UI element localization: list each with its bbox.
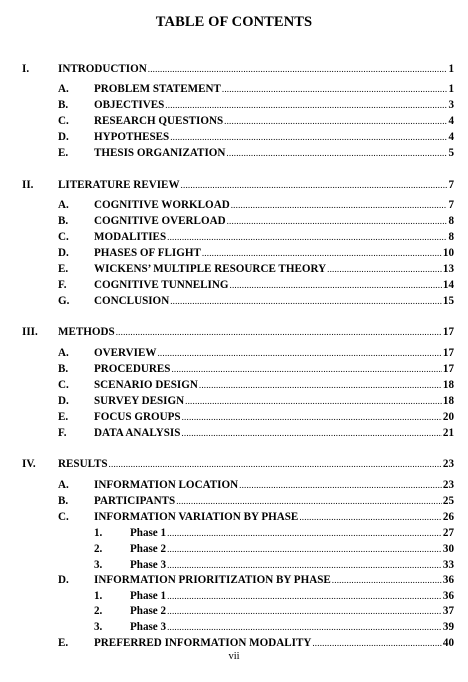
toc-entry	[94, 246, 454, 260]
toc-dot-leader	[167, 526, 442, 540]
toc-page-number: 4	[448, 115, 454, 127]
toc-section-row	[58, 494, 454, 508]
toc-subsection-row	[94, 604, 454, 618]
toc-section-row	[58, 573, 454, 587]
toc-entry-number: F.	[58, 279, 67, 291]
toc-subsection-row	[94, 542, 454, 556]
toc-entry-number: 2.	[94, 543, 103, 555]
toc-subsection-row	[94, 589, 454, 603]
toc-entry	[94, 114, 454, 128]
toc-entry	[94, 478, 454, 492]
page-number-footer: vii	[228, 651, 240, 662]
toc-entry-title: Phase 1	[130, 527, 167, 539]
toc-page-number: 8	[448, 231, 454, 243]
toc-page-number: 27	[442, 527, 454, 539]
page-title: TABLE OF CONTENTS	[155, 14, 313, 30]
toc-entry	[94, 426, 454, 440]
toc-entry-title: INTRODUCTION	[58, 63, 147, 75]
toc-page-number: 23	[442, 479, 454, 491]
toc-entry	[94, 214, 454, 228]
toc-entry-title: PARTICIPANTS	[94, 495, 176, 507]
toc-entry-title: PROBLEM STATEMENT	[94, 83, 221, 95]
toc-entry-number: D.	[58, 574, 69, 586]
toc-entry-title: Phase 2	[130, 543, 167, 555]
toc-page-number: 30	[442, 543, 454, 555]
toc-page-number: 1	[448, 83, 454, 95]
toc-page-number: 17	[442, 326, 454, 338]
toc-entry-title: INFORMATION PRIORITIZATION BY PHASE	[94, 574, 331, 586]
toc-subsection-row	[94, 558, 454, 572]
toc-dot-leader	[222, 82, 448, 96]
toc-dot-leader	[226, 146, 447, 160]
toc-dot-leader	[109, 457, 442, 471]
toc-page-number: 36	[442, 590, 454, 602]
toc-entry-number: B.	[58, 215, 69, 227]
toc-page-number: 23	[442, 458, 454, 470]
toc-section-row	[58, 278, 454, 292]
toc-entry-number: C.	[58, 231, 69, 243]
toc-entry-number: B.	[58, 495, 69, 507]
toc-entry-title: Phase 2	[130, 605, 167, 617]
toc-entry	[58, 178, 454, 192]
toc-entry-title: COGNITIVE TUNNELING	[94, 279, 229, 291]
toc-entry-number: D.	[58, 395, 69, 407]
toc-entry-number: 3.	[94, 621, 103, 633]
toc-entry	[130, 542, 454, 556]
toc-entry	[94, 636, 454, 650]
toc-entry-title: SURVEY DESIGN	[94, 395, 185, 407]
toc-section-row	[58, 98, 454, 112]
toc-page-number: 10	[442, 247, 454, 259]
toc-subsection-row	[94, 620, 454, 634]
toc-entry	[94, 494, 454, 508]
toc-page-number: 13	[442, 263, 454, 275]
toc-entry-title: OVERVIEW	[94, 347, 157, 359]
toc-chapter-row	[22, 62, 454, 76]
toc-entry-number: A.	[58, 347, 69, 359]
toc-entry	[130, 558, 454, 572]
toc-entry-number: F.	[58, 427, 67, 439]
toc-dot-leader	[185, 394, 442, 408]
toc-entry-title: INFORMATION VARIATION BY PHASE	[94, 511, 299, 523]
toc-entry	[58, 457, 454, 471]
toc-page-number: 26	[442, 511, 454, 523]
toc-section-row	[58, 346, 454, 360]
toc-entry-number: 1.	[94, 527, 103, 539]
toc-entry-title: COGNITIVE OVERLOAD	[94, 215, 226, 227]
toc-entry-number: 3.	[94, 559, 103, 571]
toc-page-number: 7	[448, 199, 454, 211]
toc-section-row	[58, 394, 454, 408]
toc-entry-title: FOCUS GROUPS	[94, 411, 181, 423]
toc-entry-title: INFORMATION LOCATION	[94, 479, 239, 491]
toc-page-number: 15	[442, 295, 454, 307]
toc-entry	[94, 98, 454, 112]
toc-dot-leader	[181, 178, 448, 192]
toc-page-number: 14	[442, 279, 454, 291]
toc-page-number: 18	[442, 379, 454, 391]
toc-section-row	[58, 246, 454, 260]
toc-entry	[94, 362, 454, 376]
toc-entry-number: IV.	[22, 458, 36, 470]
toc-dot-leader	[170, 130, 447, 144]
toc-entry-title: Phase 3	[130, 621, 167, 633]
toc-entry-number: D.	[58, 247, 69, 259]
toc-dot-leader	[239, 478, 442, 492]
toc-entry-number: II.	[22, 179, 34, 191]
toc-entry-title: METHODS	[58, 326, 115, 338]
toc-chapter-row	[22, 178, 454, 192]
toc-page-number: 5	[448, 147, 454, 159]
toc-section-row	[58, 410, 454, 424]
toc-section-row	[58, 114, 454, 128]
toc-page-number: 37	[442, 605, 454, 617]
toc-entry-number: C.	[58, 511, 69, 523]
toc-entry-title: PHASES OF FLIGHT	[94, 247, 201, 259]
toc-entry	[94, 230, 454, 244]
toc-dot-leader	[176, 494, 442, 508]
toc-dot-leader	[182, 410, 442, 424]
toc-dot-leader	[148, 62, 448, 76]
toc-entry-title: DATA ANALYSIS	[94, 427, 181, 439]
toc-dot-leader	[312, 636, 442, 650]
toc-entry	[94, 410, 454, 424]
toc-dot-leader	[181, 426, 441, 440]
toc-entry-number: G.	[58, 295, 70, 307]
toc-chapter-row	[22, 325, 454, 339]
toc-entry-title: RESEARCH QUESTIONS	[94, 115, 224, 127]
toc-entry	[130, 589, 454, 603]
toc-page-number: 36	[442, 574, 454, 586]
toc-entry-number: B.	[58, 363, 69, 375]
toc-entry	[94, 146, 454, 160]
toc-page-number: 17	[442, 363, 454, 375]
toc-page-number: 39	[442, 621, 454, 633]
toc-dot-leader	[327, 262, 442, 276]
toc-entry-title: LITERATURE REVIEW	[58, 179, 180, 191]
toc-entry	[94, 346, 454, 360]
toc-entry-title: RESULTS	[58, 458, 108, 470]
toc-entry-number: C.	[58, 379, 69, 391]
toc-section-row	[58, 636, 454, 650]
toc-entry-title: OBJECTIVES	[94, 99, 165, 111]
toc-entry	[94, 262, 454, 276]
toc-entry-number: D.	[58, 131, 69, 143]
toc-entry-number: E.	[58, 637, 69, 649]
toc-entry	[130, 526, 454, 540]
toc-page-number: 1	[448, 63, 454, 75]
toc-entry-title: COGNITIVE WORKLOAD	[94, 199, 230, 211]
toc-entry-number: 1.	[94, 590, 103, 602]
toc-dot-leader	[165, 98, 447, 112]
toc-page-number: 21	[442, 427, 454, 439]
toc-subsection-row	[94, 526, 454, 540]
toc-entry-number: 2.	[94, 605, 103, 617]
toc-dot-leader	[167, 230, 447, 244]
toc-entry-title: MODALITIES	[94, 231, 167, 243]
toc-entry	[94, 278, 454, 292]
toc-entry-number: B.	[58, 99, 69, 111]
toc-page-number: 4	[448, 131, 454, 143]
toc-entry-title: HYPOTHESES	[94, 131, 170, 143]
toc-entry-number: E.	[58, 263, 69, 275]
toc-dot-leader	[299, 510, 442, 524]
toc-entry	[130, 620, 454, 634]
toc-entry	[58, 62, 454, 76]
toc-section-row	[58, 130, 454, 144]
toc-section-row	[58, 146, 454, 160]
toc-entry-title: SCENARIO DESIGN	[94, 379, 198, 391]
toc-entry	[58, 325, 454, 339]
toc-entry	[94, 294, 454, 308]
toc-entry	[94, 510, 454, 524]
toc-dot-leader	[199, 378, 442, 392]
toc-entry-number: I.	[22, 63, 30, 75]
toc-entry-number: E.	[58, 147, 69, 159]
toc-section-row	[58, 362, 454, 376]
toc-page-number: 25	[442, 495, 454, 507]
toc-dot-leader	[230, 278, 442, 292]
toc-section-row	[58, 294, 454, 308]
toc-dot-leader	[170, 294, 442, 308]
toc-entry-title: PREFERRED INFORMATION MODALITY	[94, 637, 312, 649]
toc-dot-leader	[167, 620, 442, 634]
toc-section-row	[58, 510, 454, 524]
toc-dot-leader	[167, 558, 442, 572]
toc-section-row	[58, 426, 454, 440]
toc-entry	[130, 604, 454, 618]
toc-entry-title: Phase 1	[130, 590, 167, 602]
toc-entry-number: III.	[22, 326, 38, 338]
toc-section-row	[58, 378, 454, 392]
toc-page-number: 17	[442, 347, 454, 359]
toc-section-row	[58, 230, 454, 244]
toc-dot-leader	[332, 573, 442, 587]
toc-section-row	[58, 198, 454, 212]
toc-section-row	[58, 214, 454, 228]
toc-entry	[94, 130, 454, 144]
toc-entry	[94, 378, 454, 392]
toc-page-number: 18	[442, 395, 454, 407]
toc-dot-leader	[157, 346, 441, 360]
toc-dot-leader	[167, 604, 442, 618]
toc-entry-number: E.	[58, 411, 69, 423]
toc-dot-leader	[167, 542, 442, 556]
toc-section-row	[58, 262, 454, 276]
toc-entry-title: Phase 3	[130, 559, 167, 571]
toc-entry-number: A.	[58, 83, 69, 95]
toc-entry-title: CONCLUSION	[94, 295, 170, 307]
toc-dot-leader	[227, 214, 448, 228]
toc-entry-number: C.	[58, 115, 69, 127]
toc-entry-number: A.	[58, 479, 69, 491]
toc-dot-leader	[231, 198, 448, 212]
toc-chapter-row	[22, 457, 454, 471]
toc-entry-number: A.	[58, 199, 69, 211]
toc-page-number: 3	[448, 99, 454, 111]
toc-page-number: 40	[442, 637, 454, 649]
toc-dot-leader	[171, 362, 441, 376]
toc-entry-title: PROCEDURES	[94, 363, 171, 375]
toc-dot-leader	[202, 246, 442, 260]
toc-section-row	[58, 478, 454, 492]
toc-page-number: 33	[442, 559, 454, 571]
toc-dot-leader	[116, 325, 442, 339]
toc-entry-title: WICKENS’ MULTIPLE RESOURCE THEORY	[94, 263, 327, 275]
toc-dot-leader	[224, 114, 447, 128]
toc-entry	[94, 573, 454, 587]
toc-dot-leader	[167, 589, 442, 603]
toc-page-number: 8	[448, 215, 454, 227]
toc-entry	[94, 198, 454, 212]
toc-entry-title: THESIS ORGANIZATION	[94, 147, 226, 159]
toc-entry	[94, 394, 454, 408]
toc-entry	[94, 82, 454, 96]
toc-page-number: 20	[442, 411, 454, 423]
toc-page-number: 7	[448, 179, 454, 191]
toc-section-row	[58, 82, 454, 96]
